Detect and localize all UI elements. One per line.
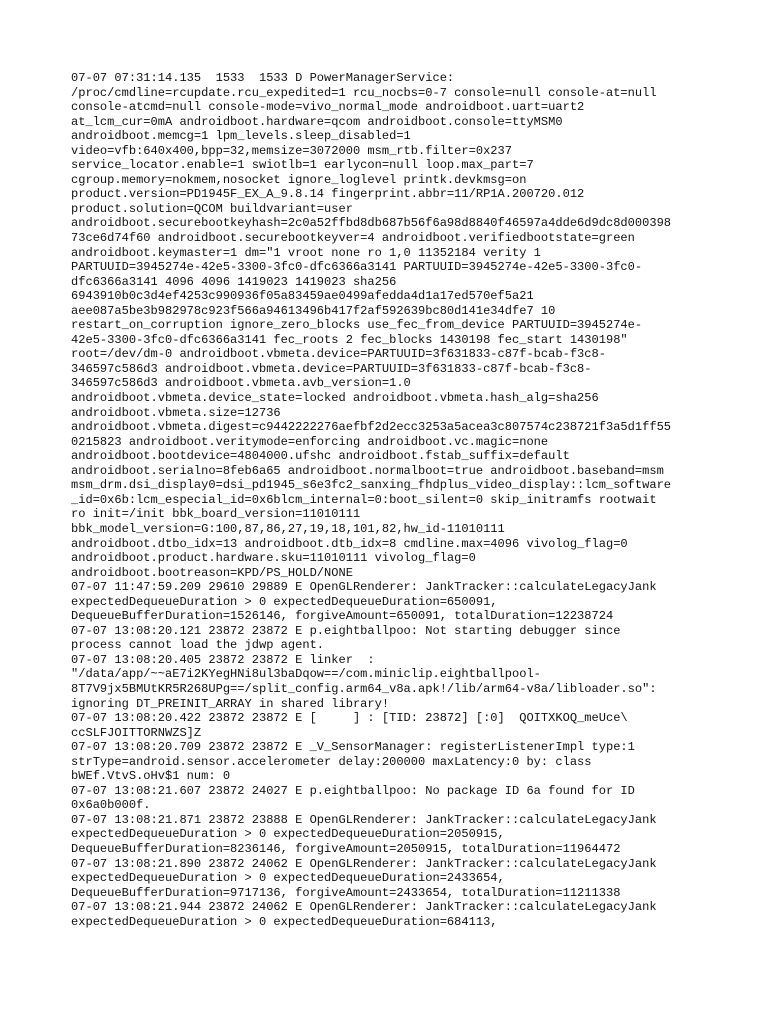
- log-line: expectedDequeueDuration > 0 expectedDequeueDuration=650091,: [71, 594, 498, 609]
- log-line: process cannot load the jdwp agent.: [71, 638, 325, 653]
- log-line: androidboot.keymaster=1 dm="1 vroot none ro 1,0 11352184 verity 1: [71, 245, 541, 260]
- log-line: 07-07 13:08:20.121 23872 23872 E p.eightballpoo: Not starting debugger since: [71, 623, 621, 638]
- log-line: 0x6a0b000f.: [71, 798, 151, 813]
- log-line: bWEf.VtvS.oHv$1 num: 0: [71, 769, 231, 784]
- log-line: 07-07 13:08:20.422 23872 23872 E [ ] : [TID: 23872] [:0] QOITXKOQ_meUce\: [71, 711, 628, 726]
- log-line: PARTUUID=3945274e-42e5-3300-3fc0-dfc6366a3141 PARTUUID=3945274e-42e5-3300-3fc0-: [71, 260, 643, 275]
- log-line: androidboot.memcg=1 lpm_levels.sleep_disabled=1: [71, 129, 411, 144]
- log-line: cgroup.memory=nokmem,nosocket ignore_loglevel printk.devkmsg=on: [71, 172, 527, 187]
- log-line: 0215823 androidboot.veritymode=enforcing androidboot.vc.magic=none: [71, 434, 549, 449]
- log-line: product.solution=QCOM buildvariant=user: [71, 201, 353, 216]
- log-line: DequeueBufferDuration=1526146, forgiveAmount=650091, totalDuration=12238724: [71, 609, 614, 624]
- log-line: 346597c586d3 androidboot.vbmeta.device=PARTUUID=3f631833-c87f-bcab-f3c8-: [71, 361, 592, 376]
- log-line: bbk_model_version=G:100,87,86,27,19,18,101,82,hw_id-11010111: [71, 521, 505, 536]
- log-line: console-atcmd=null console-mode=vivo_normal_mode androidboot.uart=uart2: [71, 100, 585, 115]
- log-text-block: [71, 71, 711, 929]
- log-line: androidboot.bootdevice=4804000.ufshc androidboot.fstab_suffix=default: [71, 449, 570, 464]
- log-line: androidboot.bootreason=KPD/PS_HOLD/NONE: [71, 565, 353, 580]
- log-line: product.version=PD1945F_EX_A_9.8.14 fingerprint.abbr=11/RP1A.200720.012: [71, 187, 585, 202]
- log-line: 07-07 13:08:21.890 23872 24062 E OpenGLRenderer: JankTracker::calculateLegacyJank: [71, 856, 657, 871]
- log-line: ignoring DT_PREINIT_ARRAY in shared library!: [71, 696, 390, 711]
- log-line: msm_drm.dsi_display0=dsi_pd1945_s6e3fc2_sanxing_fhdplus_video_display::lcm_software: [71, 478, 672, 493]
- log-line: 07-07 13:08:20.709 23872 23872 E _V_SensorManager: registerListenerImpl type:1: [71, 740, 635, 755]
- log-line: 07-07 13:08:20.405 23872 23872 E linker :: [71, 652, 375, 667]
- log-line: 6943910b0c3d4ef4253c990936f05a83459ae0499afedda4d1a17ed570ef5a21: [71, 289, 534, 304]
- log-line: androidboot.dtbo_idx=13 androidboot.dtb_idx=8 cmdline.max=4096 vivolog_flag=0: [71, 536, 628, 551]
- log-line: 07-07 11:47:59.209 29610 29889 E OpenGLRenderer: JankTracker::calculateLegacyJank: [71, 580, 657, 595]
- log-line: 73ce6d74f60 androidboot.securebootkeyver=4 androidboot.verifiedbootstate=green: [71, 231, 635, 246]
- log-line: expectedDequeueDuration > 0 expectedDequeueDuration=2433654,: [71, 871, 505, 886]
- log-line: dfc6366a3141 4096 4096 1419023 1419023 sha256: [71, 274, 397, 289]
- log-line: androidboot.vbmeta.size=12736: [71, 405, 281, 420]
- log-line: _id=0x6b:lcm_especial_id=0x6blcm_internal=0:boot_silent=0 skip_initramfs rootwait: [71, 492, 657, 507]
- log-line: 07-07 13:08:21.871 23872 23888 E OpenGLRenderer: JankTracker::calculateLegacyJank: [71, 812, 657, 827]
- log-line: aee087a5be3b982978c923f566a94613496b417f2af592639bc80d141e34dfe7 10: [71, 303, 556, 318]
- log-line: restart_on_corruption ignore_zero_blocks use_fec_from_device PARTUUID=3945274e-: [71, 318, 643, 333]
- log-line: 07-07 07:31:14.135 1533 1533 D PowerManagerService:: [71, 71, 455, 85]
- log-line: androidboot.vbmeta.device_state=locked androidboot.vbmeta.hash_alg=sha256: [71, 391, 599, 406]
- log-line: /proc/cmdline=rcupdate.rcu_expedited=1 rcu_nocbs=0-7 console=null console-at=null: [71, 85, 657, 100]
- log-line: DequeueBufferDuration=9717136, forgiveAmount=2433654, totalDuration=11211338: [71, 885, 621, 900]
- log-line: androidboot.securebootkeyhash=2c0a52ffbd8db687b56f6a98d8840f46597a4dde6d9dc8d000398: [71, 216, 672, 231]
- log-line: androidboot.product.hardware.sku=11010111 vivolog_flag=0: [71, 551, 476, 566]
- log-line: expectedDequeueDuration > 0 expectedDequeueDuration=684113,: [71, 914, 498, 929]
- log-line: ro init=/init bbk_board_version=11010111: [71, 507, 361, 522]
- log-line: 07-07 13:08:21.607 23872 24027 E p.eightballpoo: No package ID 6a found for ID: [71, 783, 635, 798]
- log-line: ccSLFJOITTORNWZS]Z: [71, 725, 202, 740]
- log-line: 346597c586d3 androidboot.vbmeta.avb_version=1.0: [71, 376, 411, 391]
- log-line: "/data/app/~~aE7i2KYegHNi8ul3baDqow==/com.miniclip.eightballpool-: [71, 667, 541, 682]
- log-line: expectedDequeueDuration > 0 expectedDequeueDuration=2050915,: [71, 827, 505, 842]
- log-line: androidboot.serialno=8feb6a65 androidboot.normalboot=true androidboot.baseband=msm: [71, 463, 664, 478]
- log-line: at_lcm_cur=0mA androidboot.hardware=qcom androidboot.console=ttyMSM0: [71, 114, 563, 129]
- log-line: strType=android.sensor.accelerometer delay:200000 maxLatency:0 by: class: [71, 754, 592, 769]
- log-line: DequeueBufferDuration=8236146, forgiveAmount=2050915, totalDuration=11964472: [71, 841, 621, 856]
- log-line: service_locator.enable=1 swiotlb=1 earlycon=null loop.max_part=7: [71, 158, 534, 173]
- log-line: 42e5-3300-3fc0-dfc6366a3141 fec_roots 2 fec_blocks 1430198 fec_start 1430198": [71, 332, 628, 347]
- log-line: 07-07 13:08:21.944 23872 24062 E OpenGLRenderer: JankTracker::calculateLegacyJank: [71, 900, 657, 915]
- log-line: video=vfb:640x400,bpp=32,memsize=3072000 msm_rtb.filter=0x237: [71, 143, 512, 158]
- log-line: androidboot.vbmeta.digest=c9442222276aefbf2d2ecc3253a5acea3c807574c238721f3a5d1ff55: [71, 420, 672, 435]
- log-line: 8T7V9jx5BMUtKR5R268UPg==/split_config.arm64_v8a.apk!/lib/arm64-v8a/libloader.so":: [71, 681, 657, 696]
- log-line: root=/dev/dm-0 androidboot.vbmeta.device=PARTUUID=3f631833-c87f-bcab-f3c8-: [71, 347, 606, 362]
